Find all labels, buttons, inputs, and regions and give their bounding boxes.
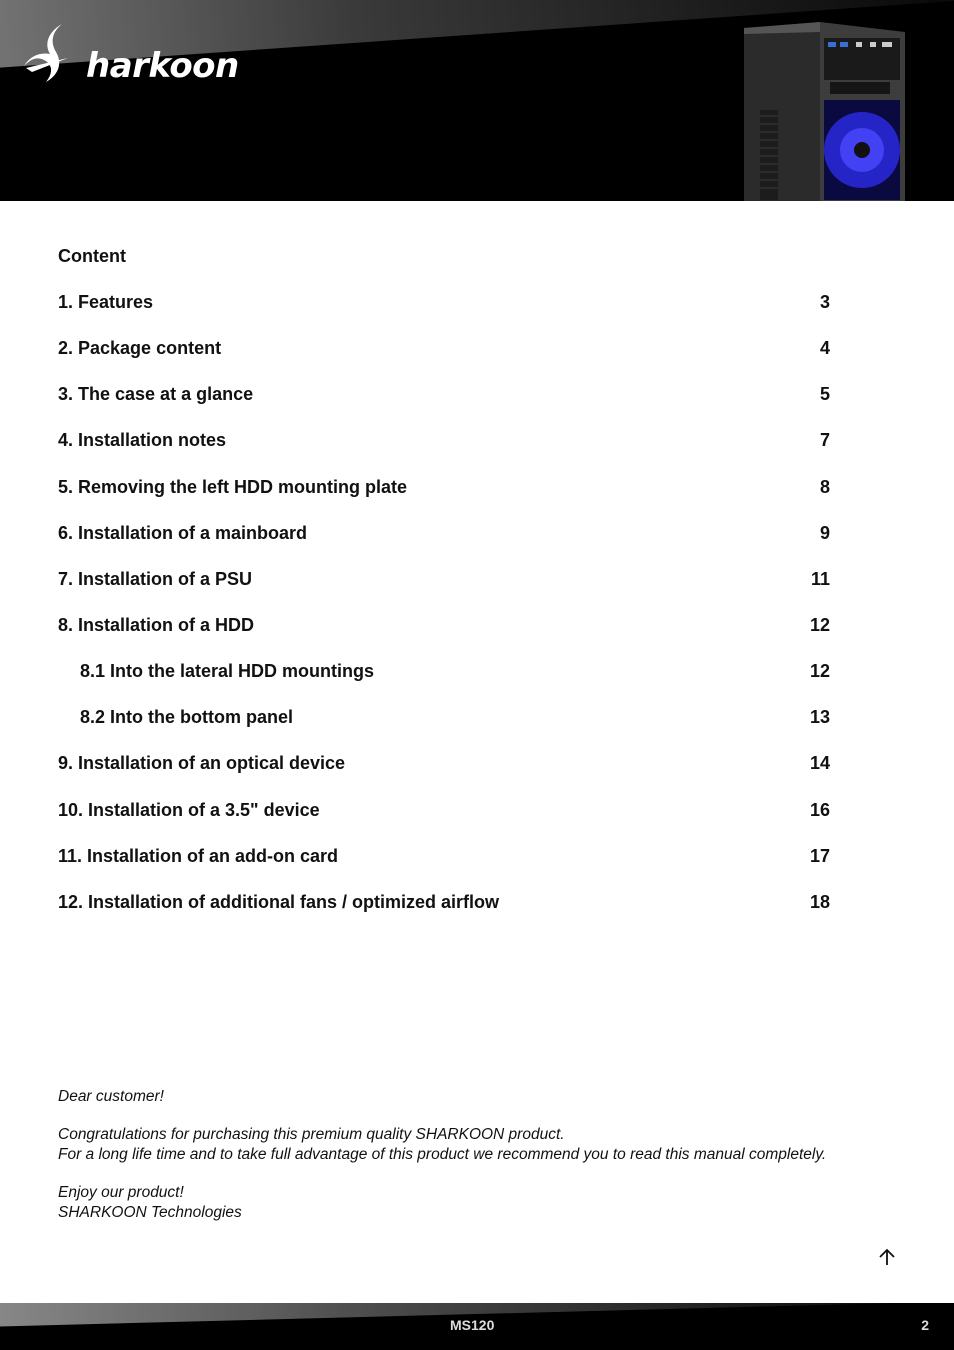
pc-case-image — [740, 20, 910, 201]
toc-item-title: 10. Installation of a 3.5" device — [58, 799, 320, 820]
toc-item-title: 3. The case at a glance — [58, 384, 254, 405]
table-of-contents — [58, 292, 830, 938]
toc-item-title: 4. Installation notes — [58, 430, 227, 451]
toc-item-page: 13 — [809, 707, 830, 728]
toc-item[interactable] — [58, 523, 830, 569]
toc-item[interactable] — [58, 800, 830, 846]
toc-item[interactable] — [58, 661, 830, 707]
toc-item-title: 9. Installation of an optical device — [58, 753, 346, 774]
toc-item-title: 12. Installation of additional fans / optimized airflow — [58, 891, 500, 912]
toc-item-title: 6. Installation of a mainboard — [58, 522, 308, 543]
letter-line-1: Congratulations for purchasing this premium quality SHARKOON product. — [58, 1126, 565, 1144]
footer-model: MS120 — [450, 1317, 495, 1333]
toc-item-page: 18 — [809, 891, 830, 912]
toc-heading: Content — [58, 246, 126, 266]
toc-item-title: 2. Package content — [58, 338, 222, 359]
page-header — [0, 0, 954, 201]
toc-item-title: 8.1 Into the lateral HDD mountings — [80, 661, 375, 682]
toc-item-title: 1. Features — [58, 292, 154, 312]
toc-item-page: 7 — [819, 430, 830, 451]
toc-item-page: 3 — [819, 292, 830, 312]
letter-closing-2: SHARKOON Technologies — [58, 1203, 242, 1221]
letter-closing-1: Enjoy our product! — [58, 1184, 184, 1202]
toc-item[interactable] — [58, 477, 830, 523]
toc-item-page: 16 — [809, 799, 830, 820]
toc-item[interactable] — [58, 569, 830, 615]
logo-wordmark: harkoon — [86, 46, 239, 86]
toc-item[interactable] — [58, 753, 830, 799]
toc-item-title: 5. Removing the left HDD mounting plate — [58, 476, 408, 497]
page-footer — [0, 1303, 954, 1350]
toc-item[interactable] — [58, 384, 830, 430]
toc-item[interactable] — [58, 892, 830, 938]
toc-item-page: 8 — [819, 476, 830, 497]
toc-item[interactable] — [58, 430, 830, 476]
up-arrow-icon[interactable] — [876, 1246, 898, 1268]
toc-item-page: 11 — [810, 568, 830, 589]
toc-item-page: 14 — [809, 753, 830, 774]
toc-item[interactable] — [58, 292, 830, 338]
toc-item-page: 9 — [819, 522, 830, 543]
toc-item[interactable] — [58, 846, 830, 892]
letter-greeting: Dear customer! — [58, 1088, 164, 1105]
toc-item[interactable] — [58, 615, 830, 661]
toc-item-page: 5 — [819, 384, 830, 405]
toc-item[interactable] — [58, 707, 830, 753]
toc-item-page: 17 — [809, 845, 830, 866]
toc-item-page: 4 — [819, 338, 830, 359]
toc-item-title: 7. Installation of a PSU — [58, 568, 253, 589]
toc-item[interactable] — [58, 338, 830, 384]
customer-letter — [58, 1087, 918, 1222]
sharkoon-logo — [22, 22, 239, 94]
toc-item-title: 11. Installation of an add-on card — [58, 845, 339, 866]
toc-item-page: 12 — [809, 661, 830, 682]
footer-page-number: 2 — [921, 1317, 929, 1333]
toc-item-title: 8. Installation of a HDD — [58, 614, 255, 635]
toc-item-title: 8.2 Into the bottom panel — [80, 707, 294, 728]
toc-item-page: 12 — [809, 614, 830, 635]
letter-line-2: For a long life time and to take full advantage of this product we recommend you to read this manual completely. — [58, 1145, 827, 1163]
